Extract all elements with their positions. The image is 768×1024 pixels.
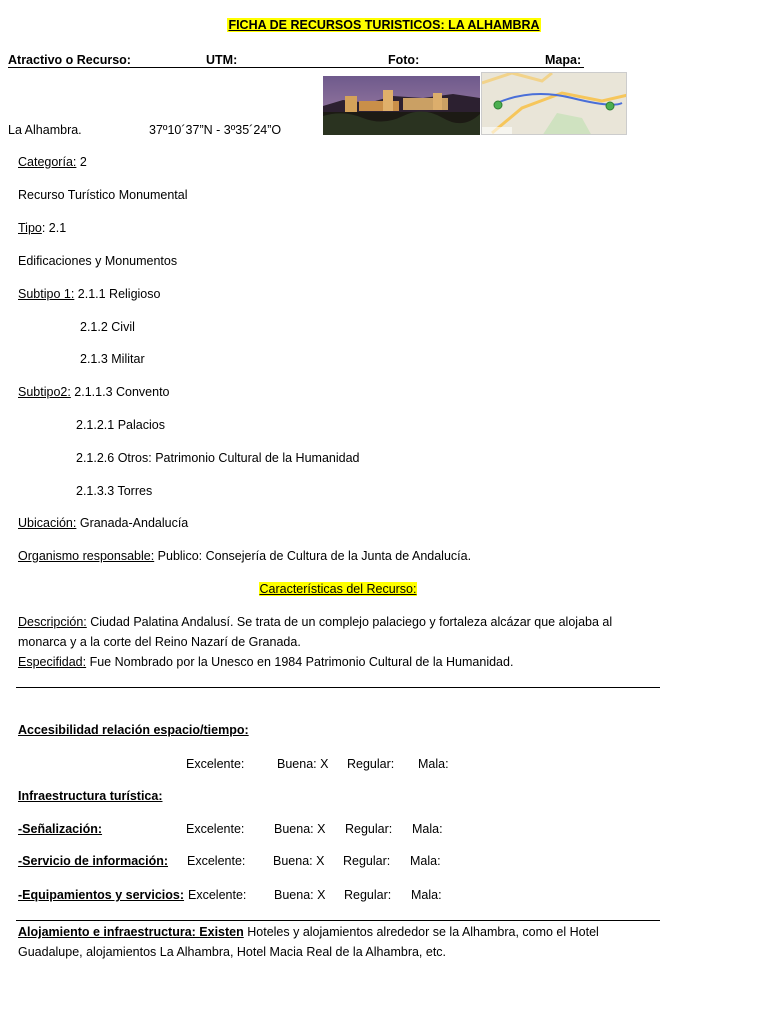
accesibilidad-label: Accesibilidad relación espacio/tiempo:: [18, 723, 249, 737]
organismo-value: Publico: Consejería de Cultura de la Junta de Andalucía.: [154, 549, 472, 563]
section-divider: [16, 920, 660, 921]
categoria-value: 2: [76, 155, 87, 169]
categoria-label: Categoría:: [18, 155, 77, 169]
equipamientos-mala: Mala:: [411, 888, 442, 902]
resource-utm: 37º10´37”N - 3º35´24”O: [149, 123, 282, 137]
section-divider: [16, 687, 660, 688]
subtipo1-value: 2.1.1 Religioso: [74, 287, 161, 301]
organismo-line: [18, 549, 471, 563]
equipamientos-excelente: Excelente:: [188, 888, 247, 902]
header-underline: [8, 67, 584, 68]
header-attraction-label: Atractivo o Recurso:: [8, 53, 131, 67]
header-photo-label: Foto:: [388, 53, 420, 67]
senalizacion-excelente: Excelente:: [186, 822, 245, 836]
alojamiento-paragraph: [18, 922, 658, 962]
accesibilidad-mala: Mala:: [418, 757, 449, 771]
descripcion-value: Ciudad Palatina Andalusí. Se trata de un complejo palaciego y fortaleza alcázar que alojaba al monarca y a la corte del Reino Nazarí de Granada.: [18, 615, 613, 649]
infraestructura-label: Infraestructura turística:: [18, 789, 163, 803]
subtipo1-label: Subtipo 1:: [18, 287, 75, 301]
document-title: FICHA DE RECURSOS TURISTICOS: LA ALHAMBRA: [228, 18, 540, 32]
accesibilidad-buena: Buena: X: [277, 757, 329, 771]
subtipo2-label: Subtipo2:: [18, 385, 71, 399]
alojamiento-value: Hoteles y alojamientos alrededor se la Alhambra, como el Hotel Guadalupe, alojamientos La Alhambra, Hotel Macia Real de la Alhambra, etc.: [18, 925, 599, 959]
accesibilidad-regular: Regular:: [347, 757, 395, 771]
subtipo2-item: 2.1.2.6 Otros: Patrimonio Cultural de la Humanidad: [76, 451, 360, 465]
tipo-line: [18, 221, 66, 235]
servicio-informacion-excelente: Excelente:: [187, 854, 246, 868]
organismo-label: Organismo responsable:: [18, 549, 155, 563]
especificidad-label: Especifidad:: [18, 655, 87, 669]
especificidad-line: [18, 655, 513, 669]
location-map: [481, 72, 627, 135]
ubicacion-label: Ubicación:: [18, 516, 77, 530]
subtipo2-item: 2.1.2.1 Palacios: [76, 418, 165, 432]
subtipo1-item: 2.1.2 Civil: [80, 320, 135, 334]
ubicacion-line: [18, 516, 188, 530]
senalizacion-buena: Buena: X: [274, 822, 326, 836]
alojamiento-label: Alojamiento e infraestructura: Existen: [18, 925, 244, 939]
equipamientos-buena: Buena: X: [274, 888, 326, 902]
categoria-line: [18, 155, 87, 169]
header-map-label: Mapa:: [545, 53, 582, 67]
accesibilidad-excelente: Excelente:: [186, 757, 245, 771]
senalizacion-mala: Mala:: [412, 822, 443, 836]
edificaciones-line: Edificaciones y Monumentos: [18, 254, 178, 268]
servicio-informacion-regular: Regular:: [343, 854, 391, 868]
senalizacion-label: -Señalización:: [18, 822, 103, 836]
equipamientos-label: -Equipamientos y servicios:: [18, 888, 185, 902]
servicio-informacion-mala: Mala:: [410, 854, 441, 868]
subtipo2-line: [18, 385, 170, 399]
descripcion-label: Descripción:: [18, 615, 87, 629]
subtipo2-item: 2.1.3.3 Torres: [76, 484, 153, 498]
tipo-label: Tipo: [18, 221, 42, 235]
descripcion-paragraph: [18, 612, 658, 652]
recurso-line: Recurso Turístico Monumental: [18, 188, 188, 202]
alhambra-photo: [323, 76, 480, 135]
servicio-informacion-label: -Servicio de información:: [18, 854, 169, 868]
servicio-informacion-buena: Buena: X: [273, 854, 325, 868]
ubicacion-value: Granada-Andalucía: [76, 516, 189, 530]
especificidad-value: Fue Nombrado por la Unesco en 1984 Patrimonio Cultural de la Humanidad.: [86, 655, 514, 669]
subtipo1-line: [18, 287, 160, 301]
subtipo1-item: 2.1.3 Militar: [80, 352, 145, 366]
caracteristicas-heading: Características del Recurso:: [259, 582, 417, 596]
resource-name: La Alhambra.: [8, 123, 82, 137]
senalizacion-regular: Regular:: [345, 822, 393, 836]
tipo-value: : 2.1: [41, 221, 67, 235]
equipamientos-regular: Regular:: [344, 888, 392, 902]
header-utm-label: UTM:: [206, 53, 238, 67]
subtipo2-value: 2.1.1.3 Convento: [70, 385, 170, 399]
